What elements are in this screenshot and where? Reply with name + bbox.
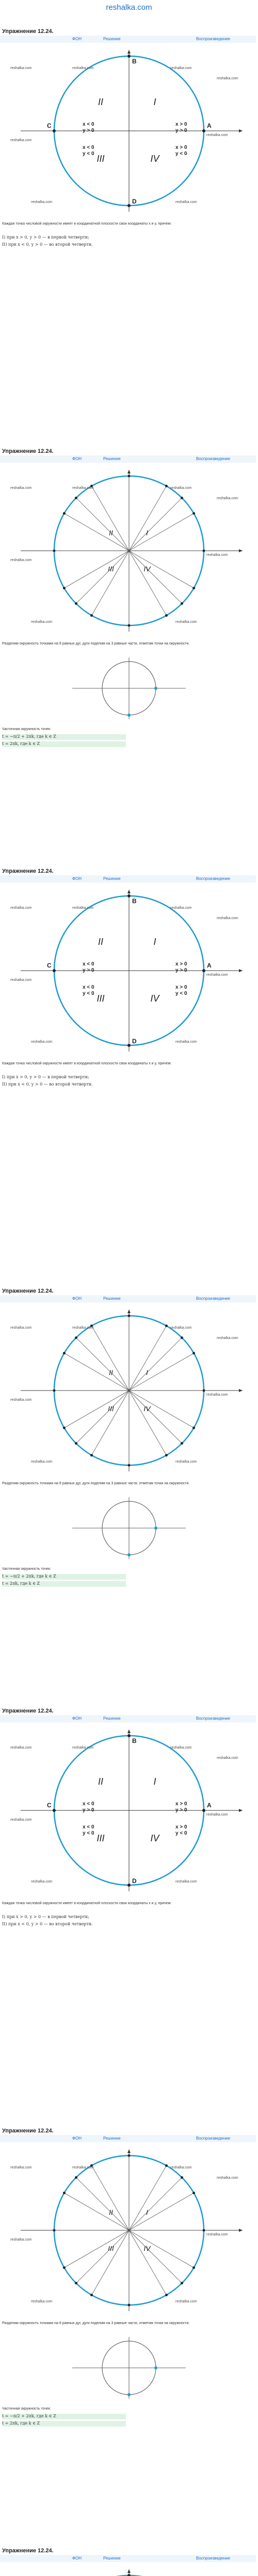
watermark-text: reshalka.com [217, 1336, 238, 1340]
quadrant-label: II [109, 1368, 113, 1377]
watermark-text: reshalka.com [10, 1818, 32, 1822]
circle-point [203, 550, 205, 552]
quadrant-label: IV [143, 1404, 151, 1413]
radial-line [129, 551, 167, 616]
x-axis-arrow [239, 1809, 243, 1812]
toolbar-label-c[interactable]: Воспроизведение [196, 1716, 231, 1721]
radial-line [129, 498, 182, 551]
toolbar-label-a[interactable]: ФОН [72, 2136, 82, 2141]
radial-line [76, 2178, 130, 2231]
axis-point [53, 129, 56, 132]
quadrant-sign: x < 0 [83, 122, 94, 127]
watermark-text: reshalka.com [175, 1040, 197, 1044]
toolbar-label-a[interactable]: ФОН [72, 1296, 82, 1301]
quadrant-sign: x > 0 [175, 985, 187, 990]
watermark-text: reshalka.com [170, 1746, 192, 1750]
toolbar-label-c[interactable]: Воспроизведение [196, 37, 231, 41]
circle-point [63, 1352, 66, 1354]
watermark-text: reshalka.com [217, 2176, 238, 2180]
quadrant-circle-diagram [0, 2565, 258, 2576]
watermark-text: reshalka.com [170, 66, 192, 70]
watermark-text: reshalka.com [10, 139, 32, 142]
explanation-text: Разделим окружность точками на 8 равных дуг, дуги поделим на 3 равные части, отметим точки на окружности. [2, 2321, 190, 2325]
circle-point [192, 1352, 195, 1354]
formula-line: II) при x < 0, y > 0 — во второй четверти. [2, 242, 93, 247]
radial-line [76, 1391, 130, 1444]
circle-point [203, 1389, 205, 1392]
quadrant-sign: x > 0 [175, 961, 187, 967]
quadrant-label: II [109, 529, 113, 537]
small-circle-diagram [0, 655, 258, 722]
quadrant-sign: x > 0 [175, 122, 187, 127]
radial-line [129, 1338, 182, 1391]
explanation-text: Частичная окружность точек: [2, 1567, 51, 1571]
point-label: B [132, 58, 137, 65]
solution-toolbar [0, 2135, 256, 2142]
formula-line: I) при x > 0, y > 0 — в первой четверти; [2, 1075, 89, 1079]
circle-point [192, 587, 195, 589]
y-axis-arrow [127, 1310, 131, 1313]
solution-toolbar [0, 2555, 256, 2562]
circle-point [128, 2304, 131, 2307]
point-label: D [132, 198, 137, 205]
quadrant-sign: x > 0 [175, 1824, 187, 1830]
watermark-text: reshalka.com [72, 66, 94, 70]
quadrant-sign: y > 0 [175, 1807, 187, 1813]
quadrant-sign: y < 0 [83, 1831, 94, 1836]
quadrant-sign: x < 0 [83, 1824, 94, 1830]
radial-line [92, 1326, 130, 1391]
quadrant-sign: y > 0 [83, 968, 94, 973]
explanation-text: Разделим окружность точками на 8 равных дуг, дуги поделим на 3 равные части, отметим точки на окружности. [2, 1482, 190, 1485]
axis-point [127, 1734, 131, 1737]
watermark-text: reshalka.com [10, 906, 32, 910]
radial-line [76, 1338, 130, 1391]
circle-point [90, 2294, 93, 2296]
exercise-title: Упражнение 12.24. [2, 1708, 54, 1714]
quadrant-label: III [108, 565, 114, 573]
radial-line [92, 551, 130, 616]
axis-point [202, 969, 205, 972]
watermark-text: reshalka.com [10, 2238, 32, 2242]
quadrant-circle-diagram [0, 1725, 258, 1895]
circle-point [181, 1336, 183, 1339]
quadrant-label: IV [143, 2244, 151, 2252]
explanation-text: Разделим окружность точками на 8 равных дуг, дуги поделим на 3 равные части, отметим точки на окружности. [2, 642, 190, 646]
formula-line: t = −π/2 + 2πk, где k ∈ Z [2, 1574, 126, 1580]
toolbar-label-a[interactable]: ФОН [72, 876, 82, 881]
circle-point [90, 1454, 93, 1456]
quadrant-sign: y < 0 [175, 151, 187, 157]
watermark-text: reshalka.com [170, 1326, 192, 1330]
site-logo[interactable]: reshalka.com [106, 3, 152, 12]
circle-point [63, 2266, 66, 2269]
toolbar-label-b[interactable]: Решение [103, 2136, 121, 2141]
radial-line [64, 2230, 129, 2268]
point-label: D [132, 1877, 137, 1885]
circle-point [90, 614, 93, 617]
circle-point [181, 2282, 183, 2284]
quadrant-label: II [98, 1776, 104, 1787]
toolbar-label-b[interactable]: Решение [103, 1296, 121, 1301]
watermark-text: reshalka.com [31, 2300, 53, 2303]
circle-point [165, 614, 168, 617]
quadrant-label: I [153, 937, 156, 947]
watermark-text: reshalka.com [206, 1393, 228, 1397]
y-axis-arrow [127, 2149, 131, 2153]
radial-line [129, 1353, 194, 1391]
circle-point [181, 2176, 183, 2179]
watermark-text: reshalka.com [217, 917, 238, 920]
exercise-title: Упражнение 12.24. [2, 868, 54, 874]
quadrant-label: III [108, 1404, 114, 1413]
formula-line: II) при x < 0, y > 0 — во второй четверти. [2, 1922, 93, 1926]
explanation-text: Частичная окружность точек: [2, 727, 51, 731]
axis-point [53, 969, 56, 972]
small-circle-diagram [0, 1495, 258, 1562]
radial-line [129, 1391, 194, 1428]
circle-point [75, 2176, 77, 2179]
exercise-section [0, 448, 258, 860]
solution-toolbar [0, 1295, 256, 1302]
radial-line [129, 2165, 167, 2230]
watermark-text: reshalka.com [217, 497, 238, 500]
radial-line [129, 2178, 182, 2231]
watermark-text: reshalka.com [206, 1813, 228, 1817]
explanation-text: Частичная окружность точек: [2, 2407, 51, 2411]
circle-point [192, 512, 195, 515]
small-circle-diagram [0, 2334, 258, 2401]
solution-toolbar [0, 455, 256, 463]
site-header [0, 0, 258, 15]
watermark-text: reshalka.com [175, 200, 197, 204]
radial-line [129, 1391, 167, 1455]
unit-circle-diagram [0, 2145, 258, 2315]
circle-point [75, 602, 77, 605]
quadrant-label: III [96, 993, 105, 1004]
watermark-text: reshalka.com [206, 133, 228, 137]
explanation-text: Каждая точка числовой окружности имеет в координатной плоскости свои координаты x и y, причем: [2, 1062, 172, 1065]
exercise-section [0, 868, 258, 1280]
axis-point [53, 1809, 56, 1812]
radial-line [92, 1391, 130, 1455]
watermark-text: reshalka.com [170, 2166, 192, 2170]
circle-point [165, 1454, 168, 1456]
toolbar-label-a[interactable]: ФОН [72, 37, 82, 41]
exercise-title: Упражнение 12.24. [2, 1288, 54, 1294]
x-axis-arrow [239, 969, 243, 972]
exercise-section [0, 2548, 258, 2576]
radial-line [64, 1391, 129, 1428]
quadrant-label: III [96, 1833, 105, 1843]
watermark-text: reshalka.com [72, 2166, 94, 2170]
point-label: B [132, 897, 137, 905]
circle-point [128, 2155, 131, 2157]
circle-point [53, 2229, 56, 2232]
toolbar-label-c[interactable]: Воспроизведение [196, 2556, 231, 2561]
watermark-text: reshalka.com [10, 1746, 32, 1750]
quadrant-label: I [153, 1776, 156, 1787]
exercise-title: Упражнение 12.24. [2, 448, 54, 454]
quadrant-sign: y < 0 [175, 991, 187, 996]
radial-line [64, 1353, 129, 1391]
circle-point [192, 1427, 195, 1429]
circle-point [128, 624, 131, 627]
explanation-text: Каждая точка числовой окружности имеет в координатной плоскости свои координаты x и y, причем: [2, 222, 172, 226]
toolbar-label-b[interactable]: Решение [103, 2556, 121, 2561]
watermark-text: reshalka.com [31, 200, 53, 204]
watermark-text: reshalka.com [31, 1460, 53, 1464]
circle-point [165, 2164, 168, 2167]
radial-line [129, 551, 182, 604]
quadrant-label: I [146, 1368, 148, 1377]
radial-line [92, 2165, 130, 2230]
quadrant-label: IV [150, 993, 159, 1004]
circle-point [181, 602, 183, 605]
axis-point [202, 1809, 205, 1812]
explanation-text: Каждая точка числовой окружности имеет в координатной плоскости свои координаты x и y, причем: [2, 1902, 172, 1905]
circle-point [75, 497, 77, 499]
toolbar-label-c[interactable]: Воспроизведение [196, 876, 231, 881]
exercise-section [0, 1288, 258, 1700]
watermark-text: reshalka.com [31, 1040, 53, 1044]
circle-point [63, 2192, 66, 2194]
circle-point [53, 550, 56, 552]
x-axis-arrow [239, 2229, 243, 2232]
formula-line: I) при x > 0, y > 0 — в первой четверти; [2, 1914, 89, 1919]
radial-line [129, 2230, 194, 2268]
circle-point [128, 475, 131, 478]
quadrant-sign: y > 0 [175, 968, 187, 973]
quadrant-sign: x < 0 [83, 961, 94, 967]
quadrant-label: II [98, 937, 104, 947]
circle-point [53, 1389, 56, 1392]
quadrant-sign: x < 0 [83, 145, 94, 150]
y-axis-arrow [127, 1730, 131, 1733]
quadrant-label: I [146, 529, 148, 537]
y-axis-arrow [127, 470, 131, 473]
quadrant-label: II [109, 2208, 113, 2216]
circle-point [165, 2294, 168, 2296]
toolbar-label-a[interactable]: ФОН [72, 2556, 82, 2561]
radial-line [129, 1391, 182, 1444]
circle-point [192, 2192, 195, 2194]
axis-point [127, 1884, 131, 1887]
solution-toolbar [0, 1715, 256, 1722]
circle-point [165, 1325, 168, 1327]
quadrant-label: IV [143, 565, 151, 573]
radial-line [129, 551, 194, 588]
circle-point [165, 485, 168, 487]
formula-line: I) при x > 0, y > 0 — в первой четверти; [2, 235, 89, 240]
watermark-text: reshalka.com [175, 1460, 197, 1464]
circle-point [75, 1442, 77, 1445]
formula-line: t = 2πk, где k ∈ Z [2, 2421, 126, 2427]
toolbar-label-a[interactable]: ФОН [72, 456, 82, 461]
radial-line [76, 2230, 130, 2283]
radial-line [92, 486, 130, 551]
circle-point [181, 497, 183, 499]
exercise-section [0, 28, 258, 440]
point-label: D [132, 1038, 137, 1045]
y-axis-arrow [127, 2569, 131, 2573]
watermark-text: reshalka.com [175, 620, 197, 624]
y-axis-arrow [127, 890, 131, 893]
axis-point [127, 894, 131, 897]
unit-circle-diagram [0, 1306, 258, 1476]
watermark-text: reshalka.com [206, 553, 228, 557]
axis-point [127, 204, 131, 207]
watermark-text: reshalka.com [175, 2300, 197, 2303]
toolbar-label-c[interactable]: Воспроизведение [196, 456, 231, 461]
radial-line [64, 514, 129, 551]
toolbar-label-b[interactable]: Решение [103, 1716, 121, 1721]
watermark-text: reshalka.com [170, 906, 192, 910]
quadrant-sign: x < 0 [83, 985, 94, 990]
exercise-title: Упражнение 12.24. [2, 28, 54, 35]
x-axis-arrow [239, 129, 243, 132]
radial-line [92, 2230, 130, 2295]
watermark-text: reshalka.com [10, 1398, 32, 1402]
circle-point [63, 1427, 66, 1429]
quadrant-sign: y > 0 [83, 128, 94, 133]
radial-line [76, 551, 130, 604]
circle-point [75, 2282, 77, 2284]
formula-line: t = 2πk, где k ∈ Z [2, 1581, 126, 1587]
toolbar-label-c[interactable]: Воспроизведение [196, 1296, 231, 1301]
point-label: A [207, 122, 212, 129]
quadrant-sign: x > 0 [175, 145, 187, 150]
watermark-text: reshalka.com [175, 1880, 197, 1884]
watermark-text: reshalka.com [217, 77, 238, 80]
quadrant-sign: y > 0 [83, 1807, 94, 1813]
quadrant-sign: y > 0 [175, 128, 187, 133]
solution-toolbar [0, 36, 256, 43]
circle-point [63, 587, 66, 589]
point-label: A [207, 1802, 212, 1809]
quadrant-circle-diagram [0, 46, 258, 216]
circle-point [63, 512, 66, 515]
quadrant-label: III [108, 2244, 114, 2252]
point-label: B [132, 1737, 137, 1744]
exercise-section [0, 2128, 258, 2540]
watermark-text: reshalka.com [72, 1746, 94, 1750]
quadrant-label: IV [150, 1833, 159, 1843]
point-label: A [207, 962, 212, 969]
watermark-text: reshalka.com [31, 1880, 53, 1884]
watermark-text: reshalka.com [170, 486, 192, 490]
formula-line: t = −π/2 + 2πk, где k ∈ Z [2, 2414, 126, 2419]
solution-toolbar [0, 875, 256, 883]
watermark-text: reshalka.com [10, 1326, 32, 1330]
radial-line [129, 514, 194, 551]
circle-point [75, 1336, 77, 1339]
quadrant-sign: y < 0 [83, 151, 94, 157]
quadrant-sign: y < 0 [175, 1831, 187, 1836]
axis-point [127, 1044, 131, 1047]
watermark-text: reshalka.com [217, 1756, 238, 1760]
formula-line: II) при x < 0, y > 0 — во второй четверти. [2, 1082, 93, 1087]
circle-point [192, 2266, 195, 2269]
axis-point [202, 129, 205, 132]
y-axis-arrow [127, 50, 131, 54]
toolbar-label-b[interactable]: Решение [103, 456, 121, 461]
quadrant-label: II [98, 97, 104, 107]
watermark-text: reshalka.com [72, 906, 94, 910]
watermark-text: reshalka.com [206, 973, 228, 977]
circle-point [203, 2229, 205, 2232]
unit-circle-diagram [0, 466, 258, 636]
formula-line: t = −π/2 + 2πk, где k ∈ Z [2, 734, 126, 740]
radial-line [129, 2230, 182, 2283]
circle-point [128, 1464, 131, 1467]
watermark-text: reshalka.com [10, 2166, 32, 2170]
exercise-title: Упражнение 12.24. [2, 2548, 54, 2554]
axis-point [127, 55, 131, 58]
radial-line [129, 1326, 167, 1391]
circle-point [181, 1442, 183, 1445]
watermark-text: reshalka.com [31, 620, 53, 624]
radial-line [129, 486, 167, 551]
x-axis-arrow [239, 549, 243, 552]
quadrant-sign: x > 0 [175, 1801, 187, 1807]
axis-point [127, 2574, 131, 2576]
point-label: C [47, 1802, 52, 1809]
exercise-section [0, 1708, 258, 2120]
radial-line [64, 551, 129, 588]
quadrant-label: I [146, 2208, 148, 2216]
toolbar-label-b[interactable]: Решение [103, 37, 121, 41]
watermark-text: reshalka.com [72, 1326, 94, 1330]
quadrant-circle-diagram [0, 886, 258, 1056]
exercise-title: Упражнение 12.24. [2, 2128, 54, 2134]
watermark-text: reshalka.com [206, 2233, 228, 2236]
watermark-text: reshalka.com [10, 486, 32, 490]
circle-point [128, 1315, 131, 1317]
watermark-text: reshalka.com [10, 66, 32, 70]
watermark-text: reshalka.com [72, 486, 94, 490]
point-label: C [47, 962, 52, 969]
formula-line: t = 2πk, где k ∈ Z [2, 741, 126, 747]
quadrant-sign: y < 0 [83, 991, 94, 996]
quadrant-label: III [96, 154, 105, 164]
point-label: C [47, 122, 52, 129]
quadrant-label: IV [150, 154, 159, 164]
toolbar-label-b[interactable]: Решение [103, 876, 121, 881]
watermark-text: reshalka.com [10, 558, 32, 562]
radial-line [64, 2193, 129, 2231]
quadrant-sign: x < 0 [83, 1801, 94, 1807]
radial-line [129, 2230, 167, 2295]
quadrant-label: I [153, 97, 156, 107]
radial-line [76, 498, 130, 551]
toolbar-label-a[interactable]: ФОН [72, 1716, 82, 1721]
radial-line [129, 2193, 194, 2231]
x-axis-arrow [239, 1389, 243, 1392]
toolbar-label-c[interactable]: Воспроизведение [196, 2136, 231, 2141]
watermark-text: reshalka.com [10, 978, 32, 982]
